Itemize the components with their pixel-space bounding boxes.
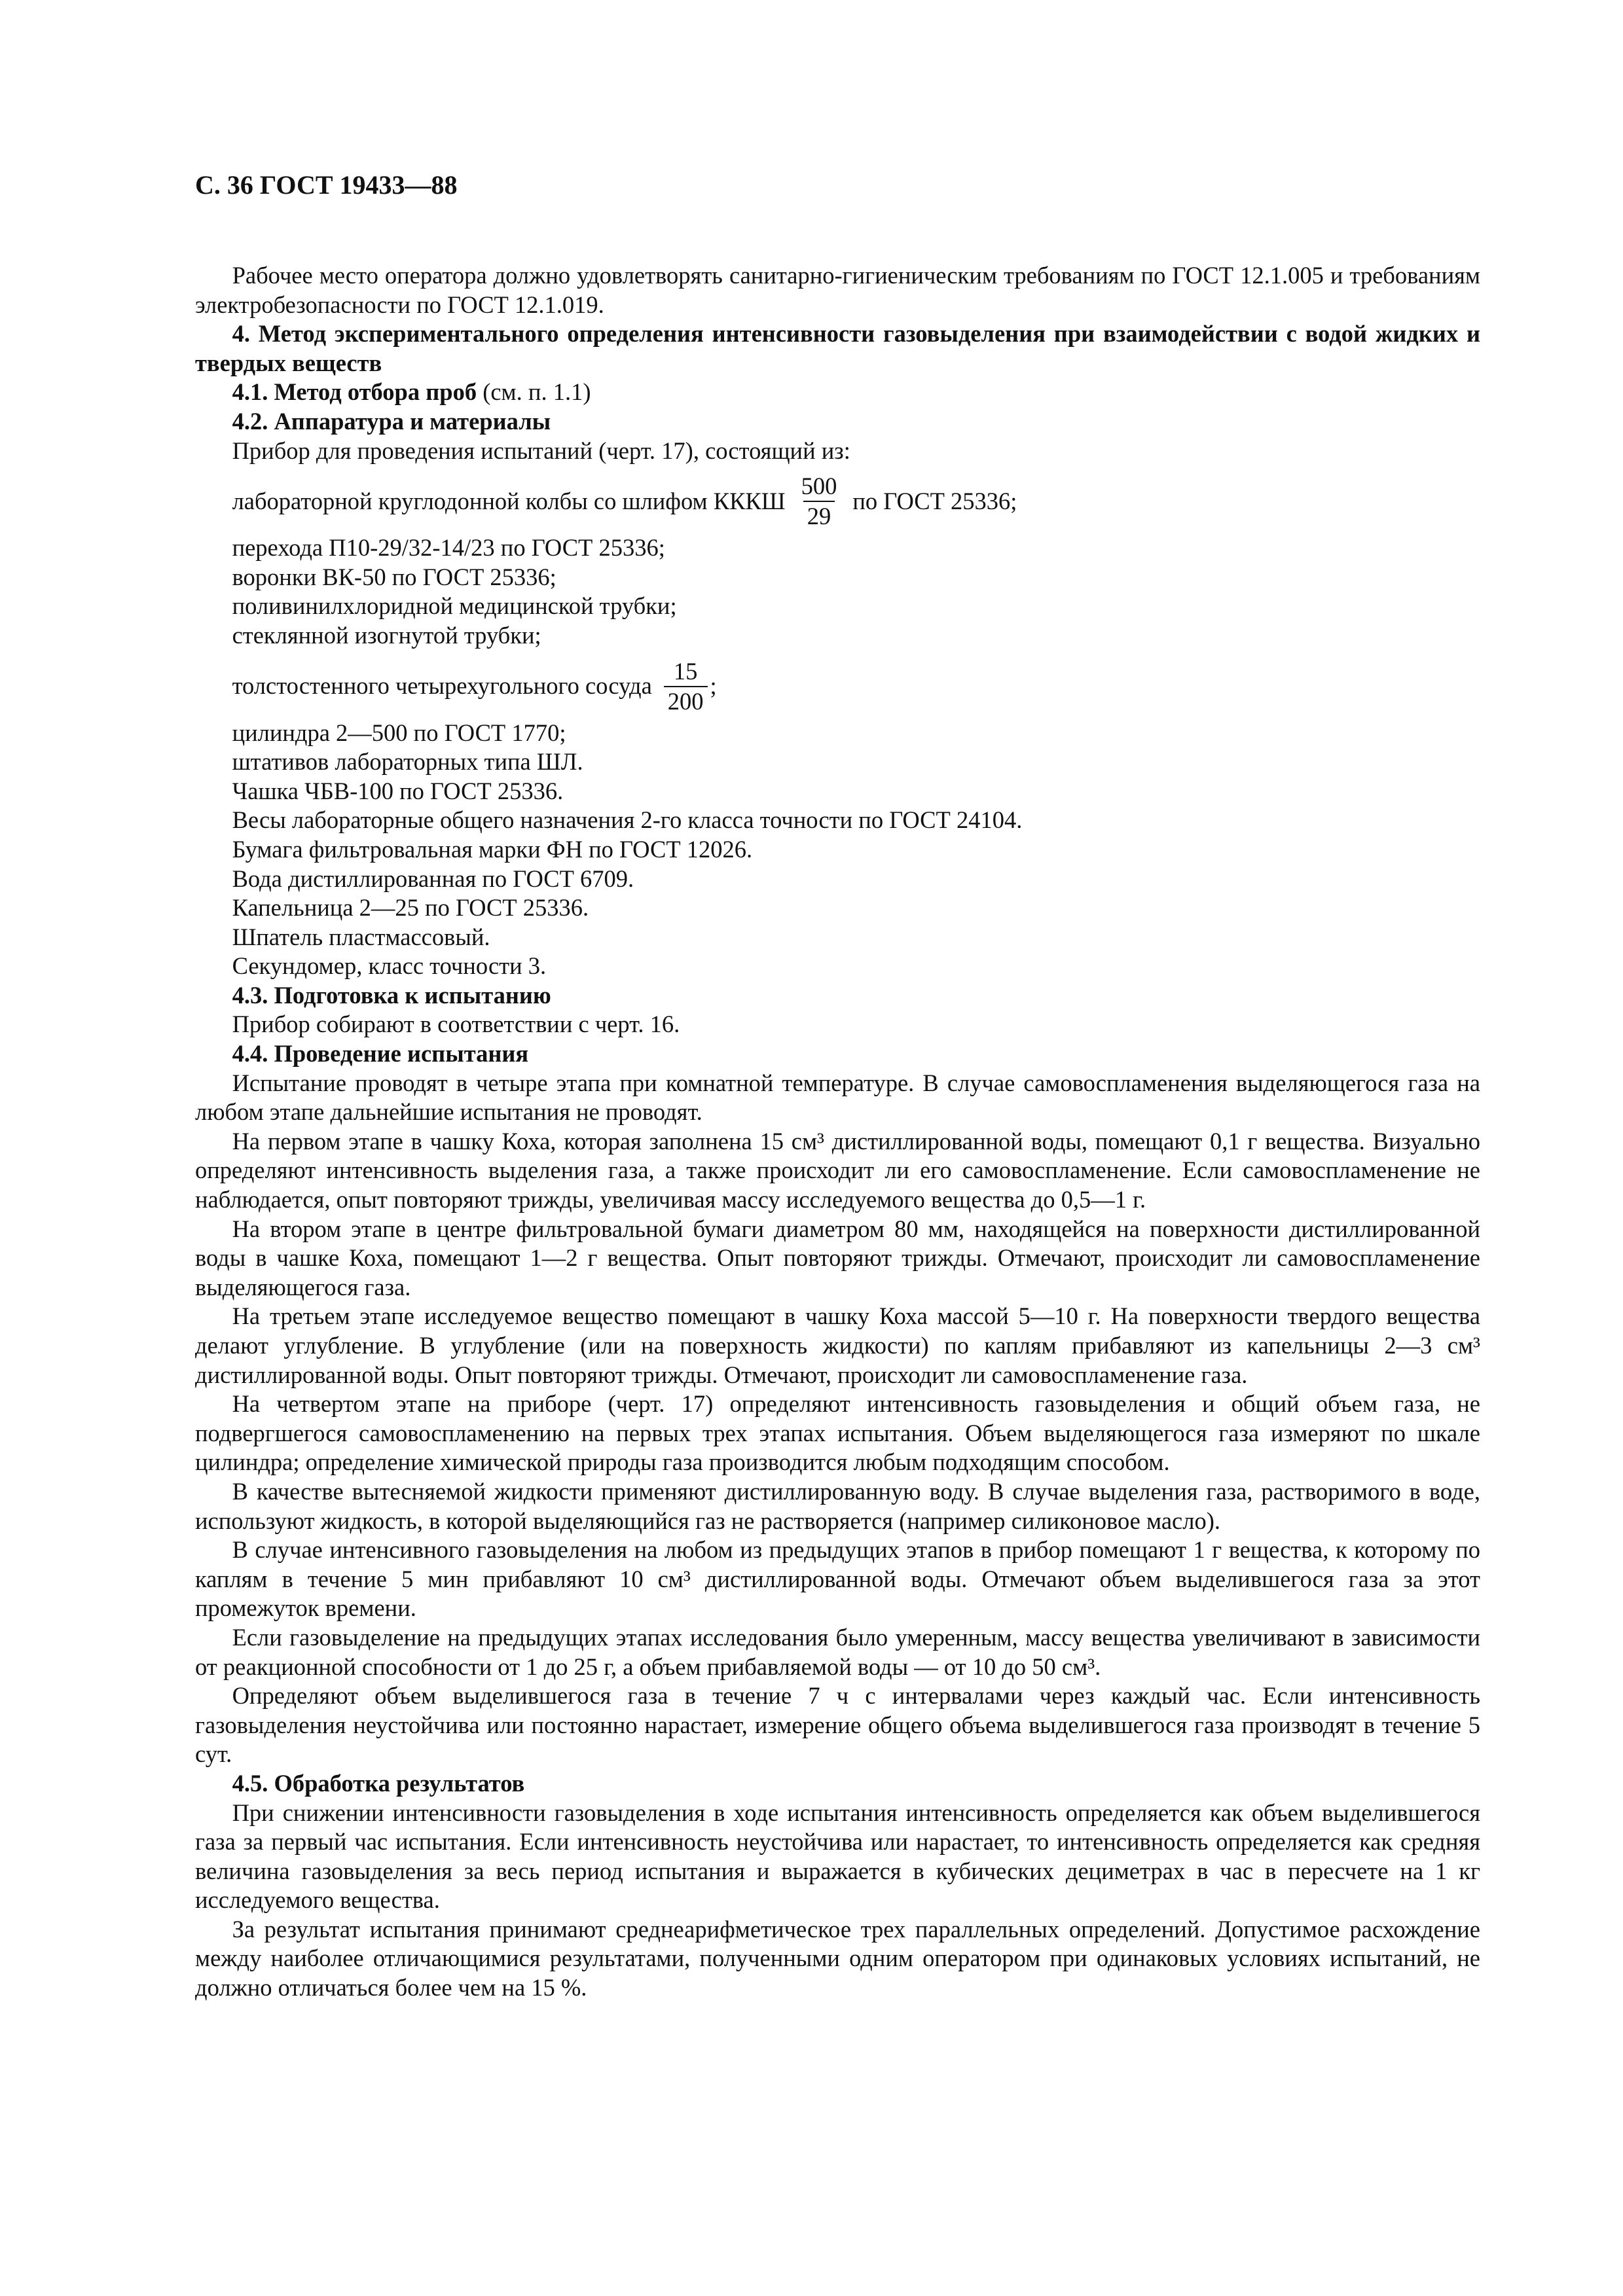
flask-text: лабораторной круглодонной колбы со шлифом КККШ: [232, 487, 786, 514]
flask-standard: по ГОСТ 25336;: [852, 487, 1017, 514]
vessel-semicolon: ;: [710, 672, 717, 700]
flask-fraction: [797, 472, 841, 531]
body-paragraph: При снижении интенсивности газовыделения в ходе испытания интенсивность определяется как объем выделившегося газа за первый час испытания. Если интенсивность неустойчива или нарастает, то интенсивность определяется как средняя величина газовыделения за весь период испытания и выражается в кубических дециметрах в час в пересчете на 1 кг исследуемого вещества.: [195, 1799, 1480, 1914]
apparatus-list-a: [195, 533, 1480, 650]
section-4-3-title: 4.3. Подготовка к испытанию: [232, 981, 551, 1009]
apparatus-item: перехода П10-29/32-14/23 по ГОСТ 25336;: [232, 534, 665, 562]
apparatus-list-b: [195, 719, 1480, 981]
body-paragraph: В случае интенсивного газовыделения на любом из предыдущих этапов в прибор помещают 1 г вещества, к которому по каплям в течение 5 мин прибавляют 10 см³ дистиллированной воды. Отмечают объем выделившегося газа за этот промежуток времени.: [195, 1536, 1480, 1622]
section-4-1-title: 4.1. Метод отбора проб: [232, 378, 477, 406]
section-4-title: 4. Метод экспериментального определения интенсивности газовыделения при взаимодействии с водой жидких и твердых веществ: [195, 320, 1480, 376]
flask-fraction-numerator: 500: [801, 473, 837, 500]
section-4-3-text: Прибор собирают в соответствии с черт. 16.: [232, 1011, 680, 1038]
apparatus-item: воронки ВК-50 по ГОСТ 25336;: [232, 563, 556, 590]
document-body: [195, 261, 1480, 2003]
body-paragraph: В качестве вытесняемой жидкости применяют дистиллированную воду. В случае выделения газа, растворимого в воде, используют жидкость, в которой выделяющийся газ не растворяется (например силиконовое масло).: [195, 1477, 1480, 1534]
apparatus-intro: Прибор для проведения испытаний (черт. 17), состоящий из:: [232, 437, 850, 464]
apparatus-item: Секундомер, класс точности 3.: [232, 952, 547, 980]
apparatus-item: Капельница 2—25 по ГОСТ 25336.: [232, 894, 589, 922]
body-paragraph: На первом этапе в чашку Коха, которая заполнена 15 см³ дистиллированной воды, помещают 0,1 г вещества. Визуально определяют интенсивность выделения газа, а также происходит ли его самовоспламенение. Если самовоспламенение не наблюдается, опыт повторяют трижды, увеличивая массу исследуемого вещества до 0,5—1 г.: [195, 1127, 1480, 1213]
body-paragraph: Испытание проводят в четыре этапа при комнатной температуре. В случае самовоспламенения выделяющегося газа на любом этапе дальнейшие испытания не проводят.: [195, 1069, 1480, 1126]
section-4-5-title: 4.5. Обработка результатов: [232, 1769, 525, 1797]
body-paragraph: Определяют объем выделившегося газа в течение 7 ч с интервалами через каждый час. Если интенсивность газовыделения неустойчива или постоянно нарастает, измерение общего объема выделившегося газа производят в течение 5 сут.: [195, 1682, 1480, 1768]
body-paragraph: Если газовыделение на предыдущих этапах исследования было умеренным, массу вещества увеличивают в зависимости от реакционной способности от 1 до 25 г, а объем прибавляемой воды — от 10 до 50 см³.: [195, 1623, 1480, 1680]
section-4-4-paragraphs: [195, 1069, 1480, 1769]
flask-item: [195, 472, 1480, 531]
document-page: [195, 167, 1480, 2003]
vessel-item: [195, 657, 1480, 716]
body-paragraph: На третьем этапе исследуемое вещество помещают в чашку Коха массой 5—10 г. На поверхности твердого вещества делают углубление. В углубление (или на поверхность жидкости) по каплям прибавляют из капельницы 2—3 см³ дистиллированной воды. Опыт повторяют трижды. Отмечают, происходит ли самовоспламенение газа.: [195, 1302, 1480, 1388]
section-4-4-title: 4.4. Проведение испытания: [232, 1040, 529, 1067]
apparatus-item: Чашка ЧБВ-100 по ГОСТ 25336.: [232, 777, 564, 804]
intro-paragraph: Рабочее место оператора должно удовлетворять санитарно-гигиеническим требованиям по ГОСТ 12.1.005 и требованиям электробезопасности по ГОСТ 12.1.019.: [195, 262, 1480, 318]
body-paragraph: За результат испытания принимают среднеарифметическое трех параллельных определений. Допустимое расхождение между наиболее отличающимися результатами, полученными одним оператором при одинаковых условиях испытаний, не должно отличаться более чем на 15 %.: [195, 1915, 1480, 2001]
apparatus-item: Шпатель пластмассовый.: [232, 923, 490, 950]
section-4-2-title: 4.2. Аппаратура и материалы: [232, 407, 551, 435]
apparatus-item: цилиндра 2—500 по ГОСТ 1770;: [232, 719, 566, 746]
apparatus-item: Вода дистиллированная по ГОСТ 6709.: [232, 865, 634, 892]
section-4-1-ref: (см. п. 1.1): [483, 378, 591, 406]
section-4-1: [195, 378, 1480, 407]
apparatus-item: Бумага фильтровальная марки ФН по ГОСТ 12026.: [232, 835, 753, 863]
vessel-text: толстостенного четырехугольного сосуда: [232, 672, 652, 700]
apparatus-item: стеклянной изогнутой трубки;: [232, 621, 541, 649]
page-header: С. 36 ГОСТ 19433—88: [195, 170, 458, 200]
apparatus-item: штативов лабораторных типа ШЛ.: [232, 748, 583, 776]
section-4-5-paragraphs: [195, 1799, 1480, 2003]
vessel-fraction: [664, 657, 708, 716]
vessel-fraction-numerator: 15: [673, 657, 698, 685]
body-paragraph: На втором этапе в центре фильтровальной бумаги диаметром 80 мм, находящейся на поверхности дистиллированной воды в чашке Коха, помещают 1—2 г вещества. Опыт повторяют трижды. Отмечают, происходит ли самовоспламенение выделяющегося газа.: [195, 1215, 1480, 1300]
body-paragraph: На четвертом этапе на приборе (черт. 17) определяют интенсивность газовыделения и общий объем газа, не подвергшегося самовоспламенению на первых трех этапах испытания. Объем выделяющегося газа измеряют по шкале цилиндра; определение химической природы газа производится любым подходящим способом.: [195, 1390, 1480, 1476]
apparatus-item: поливинилхлоридной медицинской трубки;: [232, 592, 677, 620]
apparatus-item: Весы лабораторные общего назначения 2-го класса точности по ГОСТ 24104.: [232, 806, 1023, 834]
flask-fraction-denominator: 29: [803, 501, 835, 531]
vessel-fraction-denominator: 200: [664, 686, 708, 716]
